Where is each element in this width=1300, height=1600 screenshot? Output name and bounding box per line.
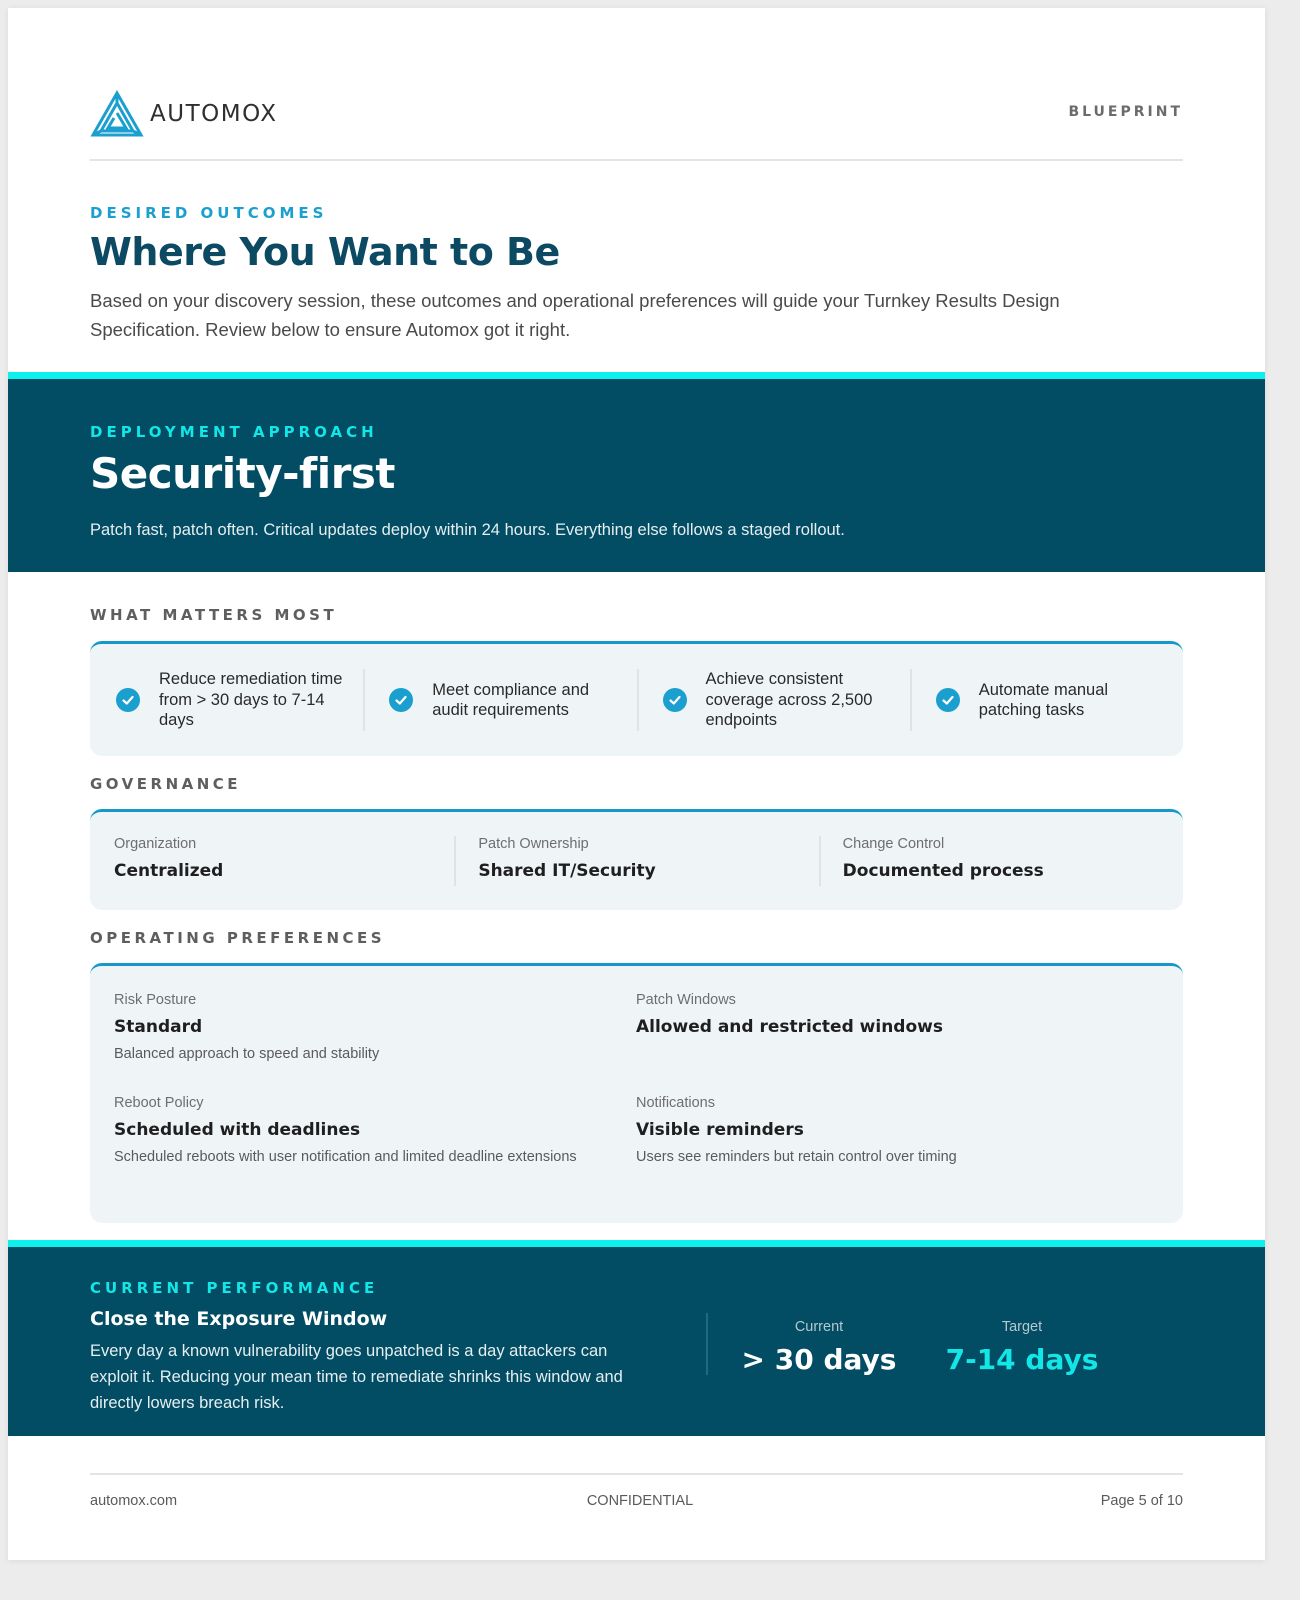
performance-eyebrow: CURRENT PERFORMANCE <box>90 1279 379 1297</box>
performance-description: Every day a known vulnerability goes unpatched is a day attackers can exploit it. Reducing your mean time to remediate shrinks this window and directly lowers breach risk. <box>90 1342 623 1412</box>
what-matters-card <box>90 641 1183 756</box>
intro-description: Based on your discovery session, these outcomes and operational preferences will guide your Turnkey Results Design Specification. Review below to ensure Automox got it right. <box>90 290 1060 340</box>
operating-preferences-title: OPERATING PREFERENCES <box>90 929 386 947</box>
priority-text: Achieve consistent coverage across 2,500 endpoints <box>705 670 873 730</box>
field-label: Patch Ownership <box>478 836 589 852</box>
field-description: Balanced approach to speed and stability <box>114 1046 380 1062</box>
field-value: Scheduled with deadlines <box>114 1120 361 1140</box>
document-type: BLUEPRINT <box>1068 104 1183 120</box>
what-matters-title: WHAT MATTERS MOST <box>90 606 338 624</box>
target-value: 7-14 days <box>945 1343 1099 1376</box>
automox-logo-icon <box>90 90 144 138</box>
preference-risk-posture <box>114 992 624 1062</box>
field-label: Organization <box>114 836 197 852</box>
performance-title: Close the Exposure Window <box>90 1308 388 1330</box>
intro-section <box>90 204 1183 344</box>
page-title: Where You Want to Be <box>90 230 560 274</box>
deployment-approach-banner <box>8 372 1265 572</box>
footer-classification: CONFIDENTIAL <box>586 1493 694 1509</box>
field-value: Standard <box>114 1017 203 1037</box>
check-circle-icon <box>936 688 960 712</box>
target-metric <box>922 1319 1122 1376</box>
field-value: Centralized <box>114 861 224 881</box>
priority-item <box>90 669 363 731</box>
priority-item <box>637 669 910 731</box>
priority-text: Meet compliance and audit requirements <box>432 680 590 719</box>
field-value: Visible reminders <box>636 1120 804 1140</box>
governance-item-change-control <box>819 836 1183 886</box>
automox-logo <box>90 90 277 138</box>
governance-item-patch-ownership <box>454 836 818 886</box>
field-label: Risk Posture <box>114 992 197 1008</box>
field-label: Reboot Policy <box>114 1095 204 1111</box>
field-label: Notifications <box>636 1095 715 1111</box>
field-value: Shared IT/Security <box>478 861 656 881</box>
performance-divider <box>706 1313 708 1375</box>
header-divider <box>90 159 1183 161</box>
check-circle-icon <box>389 688 413 712</box>
current-value: > 30 days <box>741 1343 897 1376</box>
current-metric <box>719 1319 919 1376</box>
priority-item <box>363 669 636 731</box>
intro-eyebrow: DESIRED OUTCOMES <box>90 204 328 222</box>
governance-item-organization <box>90 836 454 886</box>
document-page <box>8 8 1265 1560</box>
deployment-description: Patch fast, patch often. Critical updates deploy within 24 hours. Everything else follows a staged rollout. <box>90 521 845 539</box>
check-circle-icon <box>663 688 687 712</box>
preference-reboot-policy <box>114 1095 624 1165</box>
field-label: Patch Windows <box>636 992 736 1008</box>
current-label: Current <box>794 1319 844 1335</box>
field-value: Documented process <box>842 861 1044 881</box>
footer-page-number: Page 5 of 10 <box>1100 1493 1183 1509</box>
governance-title: GOVERNANCE <box>90 775 242 793</box>
field-description: Scheduled reboots with user notification and limited deadline extensions <box>114 1149 577 1165</box>
check-circle-icon <box>116 688 140 712</box>
operating-preferences-card <box>90 963 1183 1223</box>
current-performance-banner <box>8 1240 1265 1436</box>
target-label: Target <box>1001 1319 1043 1335</box>
governance-card <box>90 809 1183 910</box>
preference-notifications <box>636 1095 1146 1165</box>
priority-text: Reduce remediation time from > 30 days to 7-14 days <box>159 670 343 730</box>
field-label: Change Control <box>842 836 945 852</box>
field-value: Allowed and restricted windows <box>636 1017 943 1037</box>
deployment-eyebrow: DEPLOYMENT APPROACH <box>90 423 378 441</box>
field-description: Users see reminders but retain control over timing <box>636 1149 957 1165</box>
deployment-title: Security-first <box>90 449 395 498</box>
priority-item <box>910 669 1183 731</box>
page-header <box>90 88 1183 160</box>
footer-website: automox.com <box>90 1493 178 1509</box>
footer-divider <box>90 1473 1183 1475</box>
brand-name: AUTOMOX <box>150 101 278 127</box>
priority-text: Automate manual patching tasks <box>978 680 1109 719</box>
preference-patch-windows <box>636 992 1146 1037</box>
